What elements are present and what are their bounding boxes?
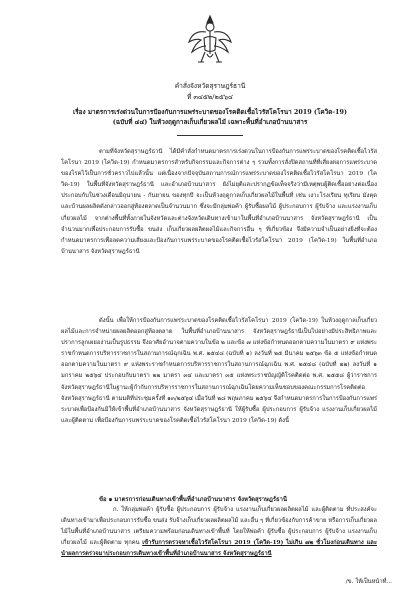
subject-line-1: เรื่อง มาตรการเร่งด่วนในการป้องกันการแพร่ระบาดของโรคติดเชื้อไวรัสโคโรนา 2019 (โควิด-19)	[73, 108, 347, 116]
subject-line-2: (ฉบับที่ ๔๔) ในห้วงฤดูกาลเก็บเกี่ยวผลไม้ เฉพาะพื้นที่อำเภอบ้านนาสาร	[112, 118, 308, 126]
title-divider	[177, 135, 243, 136]
paragraph-authority: ดังนั้น เพื่อให้การป้องกันการแพร่ระบาดของโรคติดเชื้อไวรัสโคโรนา 2019 (โควิด-19) ในห้วงฤดูกาลเก็บเกี่ยวผลไม้และการจำหน่ายผลผลิตออกสู่ท้องตลาด ในพื้นที่อำเภอบ้านนาสาร จังหวัดสุราษฎร์ธานีเป็นไปอย่างมีประสิทธิภาพและปราการลูกเผยอง่านเป็นรูปธรรม จึงอาศัยอำนาจตามความในข้อ ๒ และข้อ ๗ แห่งข้อกำหนดออกตามความในมาตรา ๙ แห่งพระราชกำหนดการบริหารราชการในสถานการณ์ฉุกเฉิน พ.ศ. ๒๕๔๘ (ฉบับที่ ๑) ลงวันที่ ๒๕ มีนาคม ๒๕๖๓ ข้อ ๕ แห่งข้อกำหนดออกตามความในมาตรา ๙ แห่งพระราชกำหนดการบริหารราชการในสถานการณ์ฉุกเฉิน พ.ศ. ๒๕๔๘ (ฉบับที่ ๒๒) ลงวันที่ ๑ มกราคม ๒๕๖๔ ประกอบกับมาตรา ๒๒ มาตรา ๓๔ และมาตรา ๓๕ แห่งพระราชบัญญัติโรคติดต่อ พ.ศ. ๒๕๕๘ ผู้ว่าราชการจังหวัดสุราษฎร์ธานีในฐานะผู้กำกับการบริหารราชการในสถานการณ์ฉุกเฉินโดยความเห็นชอบของคณะกรรมการโรคติดต่อจังหวัดสุราษฎร์ธานี ตามมติที่ประชุมครั้งที่ ๑๓/๒๕๖๔ เมื่อวันที่ ๒๘ พฤษภาคม ๒๕๖๔ จึงกำหนดมาตรการในการป้องกันการแพร่ระบาดเพื่อป้องกันมิให้เข้าพื้นที่อำเภอบ้านนาสาร จังหวัดสุราษฎร์ธานี ให้ผู้รับซื้อ ผู้ประกอบการ ผู้รับจ้าง แรงงานเก็บเกี่ยวผลไม้ และผู้ติดตาม เพื่อป้องกันการแพร่ระบาดของโรคติดเชื้อไวรัสโคโรนา 2019 (โควิด-19) ดังนี้	[61, 318, 377, 424]
clause-1-item-a: ก. ให้กลุ่มพ่อค้า ผู้รับซื้อ ผู้ประกอบการ ผู้รับจ้าง แรงงานเก็บเกี่ยวผลผลิตผลไม้ และผู้ติดตาม ที่ประสงค์จะเดินทางเข้ามาเพื่อประกอบการรับซื้อ ขนส่ง รับจ้างเก็บเกี่ยวผลผลิตผลไม้ และอื่น ๆ ที่เกี่ยวข้องกับการค้าขาย หรือการเก็บเกี่ยวผลไม้ในพื้นที่อำเภอบ้านนาสาร เตรียมความพร้อมก่อนเดินทางเข้าพื้นที่ โดยให้พ่อค้า ผู้รับซื้อ ผู้ประกอบการ ผู้รับจ้าง แรงงานเก็บเกี่ยวผลไม้ และผู้ติดตาม ทุกคน เข้ารับการตรวจหาเชื้อไวรัสโคโรนา 2019 (โควิด-19) ไม่เกิน ๗๒ ชั่วโมงก่อนเดินทาง และนำผลการตรวจมาประกอบการเดินทางเข้าพื้นที่อำเภอบ้านนาสาร จังหวัดสุราษฎร์ธานี	[61, 507, 377, 558]
paragraph-background: ตามที่จังหวัดสุราษฎร์ธานี ได้มีคำสั่งกำหนดมาตรการเร่งด่วนในการป้องกันการแพร่ระบาดของโรคติดเชื้อไวรัสโคโรนา 2019 (โควิด-19) กำหนดมาตรการสำหรับกิจกรรมและกิจการต่าง ๆ รวมทั้งการสั่งปิดสถานที่ที่เสี่ยงต่อการแพร่ระบาดของโรคไว้เป็นการชั่วคราวไปแล้วนั้น แต่เนื่องจากปัจจุบันสถานการณ์การแพร่ระบาดของโรคติดเชื้อไวรัสโคโรนา 2019 (โควิด-19) ในพื้นที่จังหวัดสุราษฎร์ธานี และอำเภอบ้านนาสาร ยังไม่ยุติและปรากฏข้อเท็จจริงว่ามีเหตุพบผู้ติดเชื้ออย่างต่อเนื่อง ประกอบกับในช่วงเดือนมิถุนายน - กันยายน ของทุกปี จะเป็นห้วงฤดูกาลเก็บเกี่ยวผลไม้ในพื้นที่ เช่น เงาะโรงเรียน ทุเรียน มังคุด และบ้านผลผลิตดังกล่าวออกสู่ท้องตลาดเป็นจำนวนมาก ซึ่งจะมีกลุ่มพ่อค้า ผู้รับซื้อผลไม้ ผู้ประกอบการ ผู้รับจ้าง และแรงงานเก็บเกี่ยวผลไม้ จากต่างพื้นที่ทั้งภายในจังหวัดและต่างจังหวัดเดินทางเข้ามาในพื้นที่อำเภอบ้านนาสาร จังหวัดสุราษฎร์ธานี เป็นจำนวนมากเพื่อประกอบการรับซื้อ ขนส่ง เก็บเกี่ยวผลผลิตผลไม้และกิจการอื่น ๆ ที่เกี่ยวข้อง จึงมีความจำเป็นอย่างยิ่งที่จะต้องกำหนดมาตรการเพื่อลดความเสี่ยงและป้องกันการแพร่ระบาดของโรคติดเชื้อไวรัสโคโรนา 2019 (โควิด-19) ในพื้นที่อำเภอบ้านนาสาร จังหวัดสุราษฎร์ธานี	[61, 149, 377, 255]
clause-1-requirement: เข้ารับการตรวจหาเชื้อไวรัสโคโรนา 2019 (โควิด-19) ไม่เกิน ๗๒ ชั่วโมงก่อนเดินทาง และนำผลการตรวจมาประกอบการเดินทางเข้าพื้นที่อำเภอบ้านนาสาร จังหวัดสุราษฎร์ธานี	[61, 540, 377, 558]
issuing-authority: คำสั่งจังหวัดสุราษฎร์ธานี	[174, 82, 246, 90]
continuation-marker: /ข. ให้เป็นหน้าที่...	[345, 579, 392, 585]
garuda-emblem-icon	[187, 14, 233, 70]
clause-1-heading: ข้อ ๑ มาตรการก่อนเดินทางเข้าพื้นที่อำเภอบ้านนาสาร จังหวัดสุราษฎร์ธานี	[99, 496, 287, 503]
order-number: ที่ ๓๔๕๒/๒๕๖๔	[186, 93, 233, 101]
